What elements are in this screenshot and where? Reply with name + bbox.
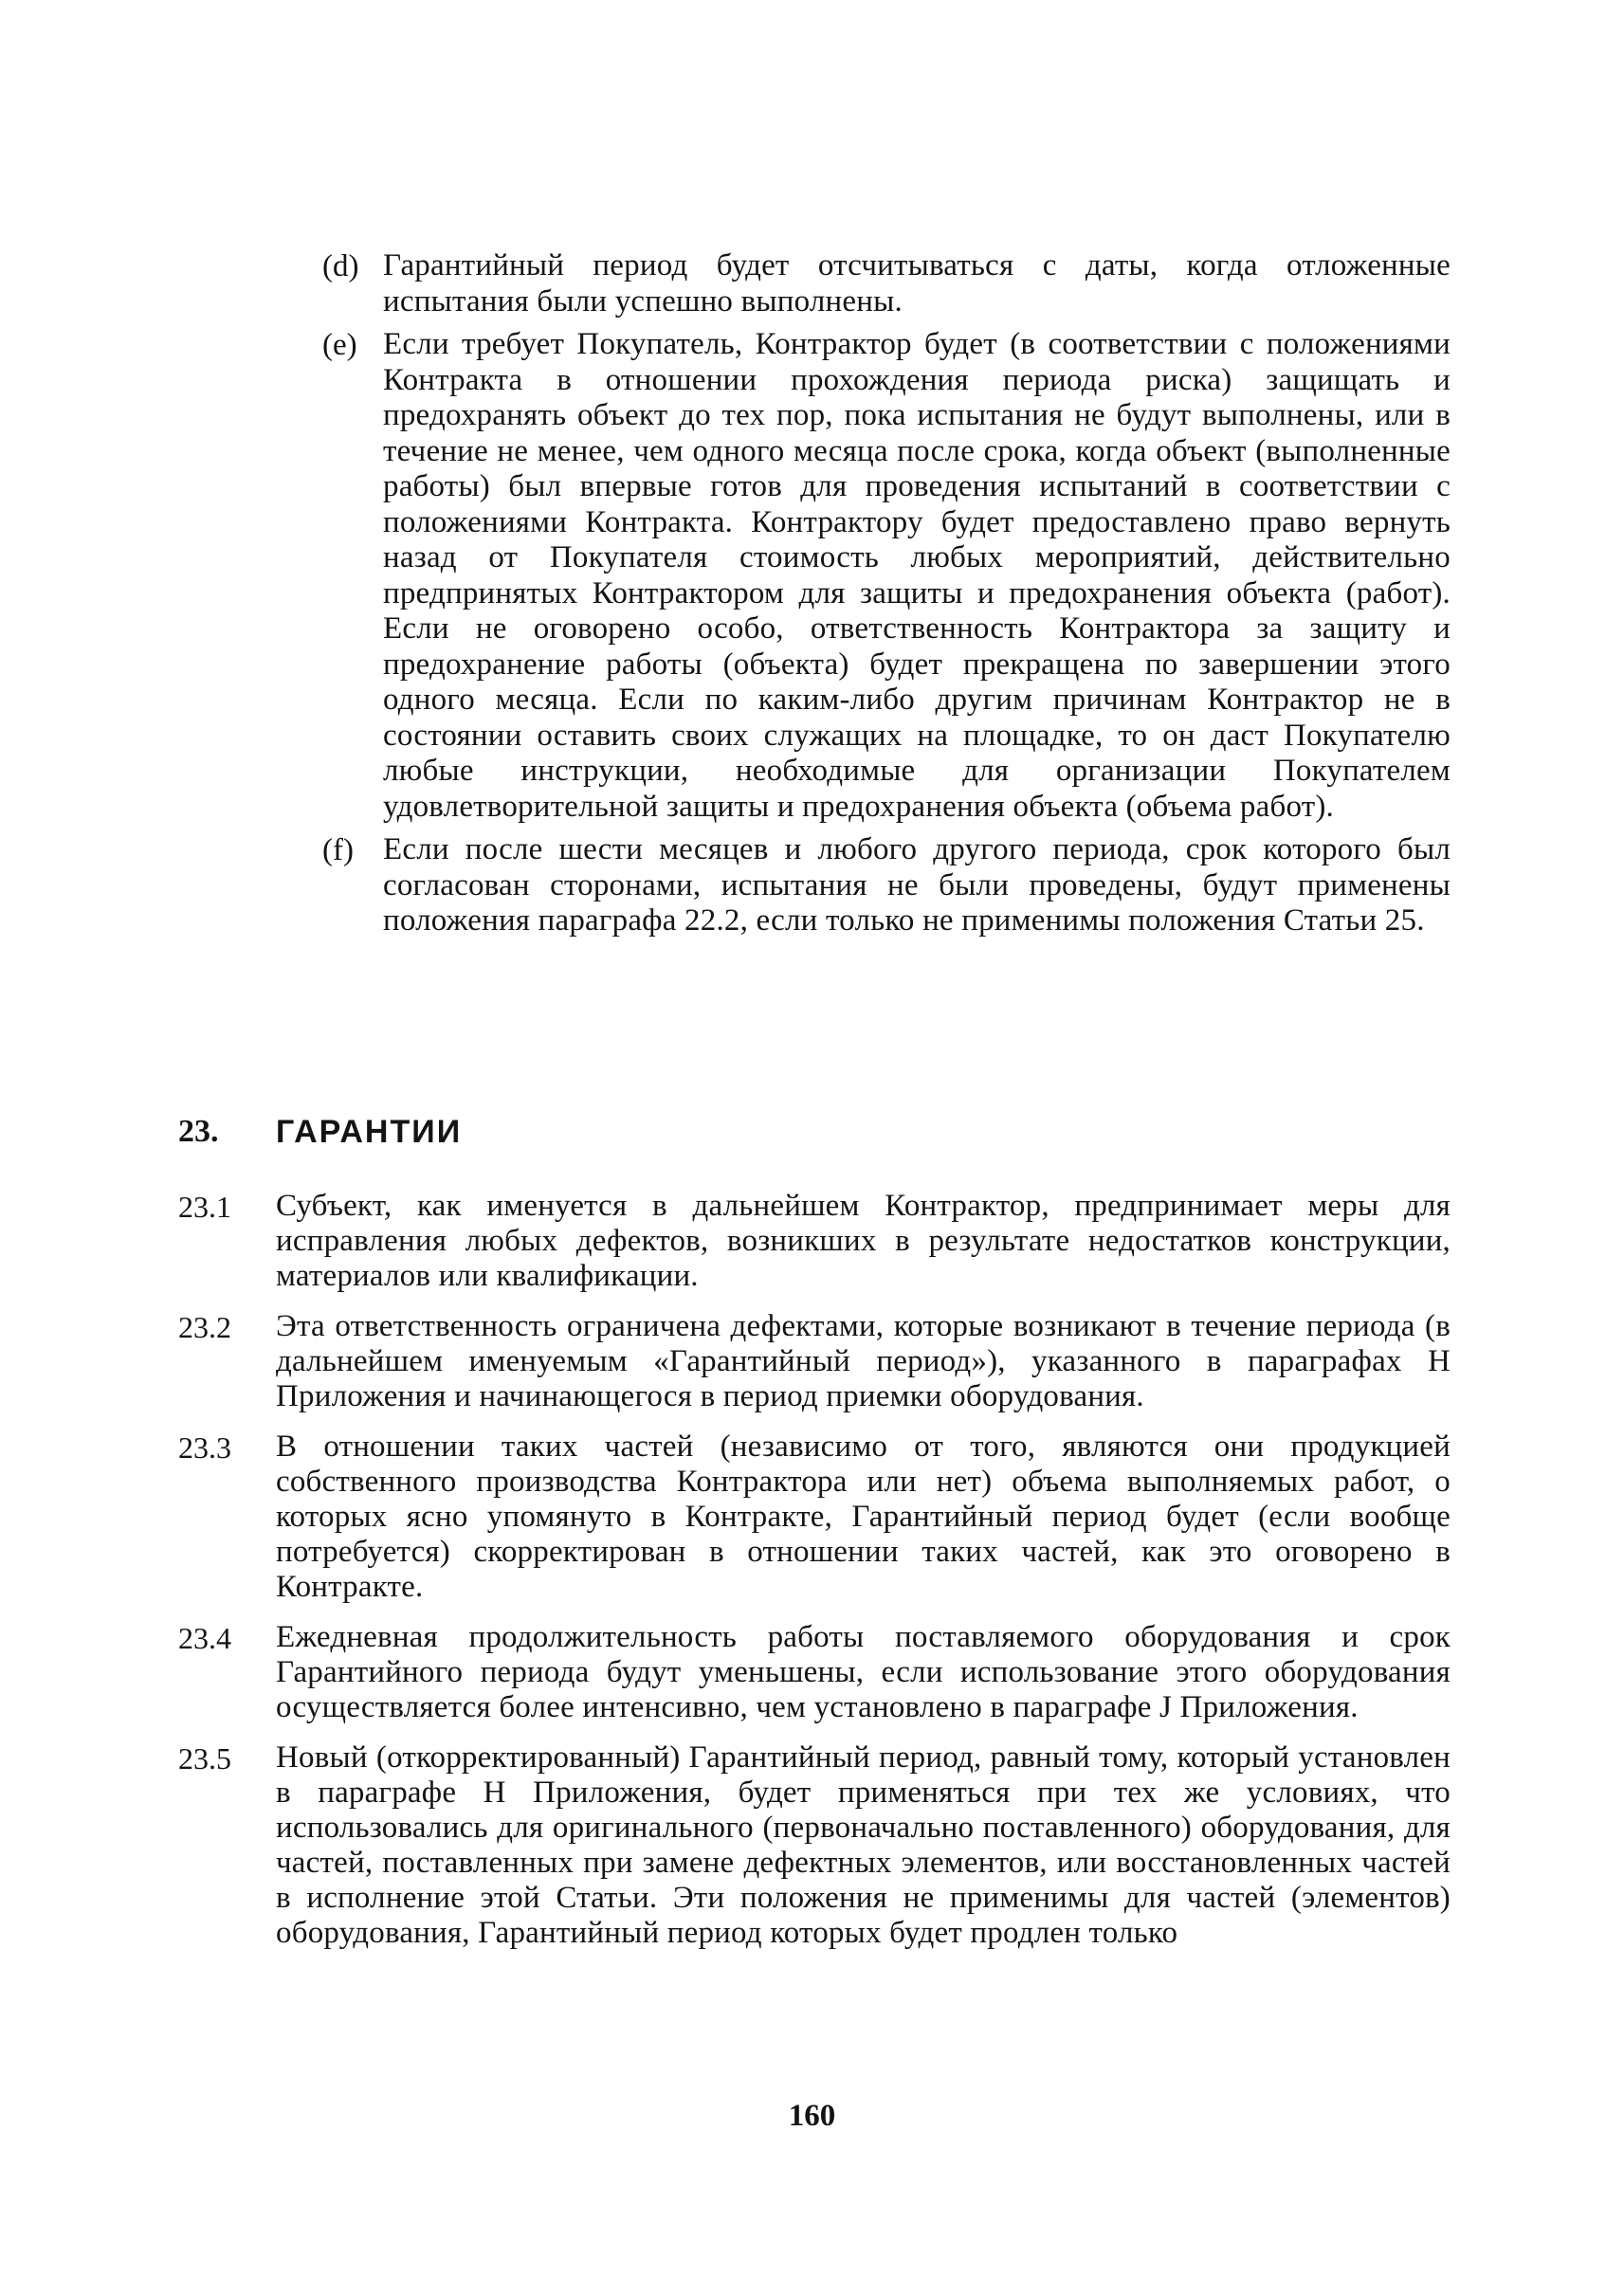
section-title: ГАРАНТИИ — [276, 1114, 463, 1150]
subclause-label: (e) — [322, 328, 357, 362]
subclause-f — [322, 832, 1451, 939]
clause-number: 23.1 — [178, 1190, 231, 1224]
clause-text: Эта ответственность ограничена дефектами, которые возникают в течение периода (в дальнейшем именуемым «Гарантийный период»), указанного в параграфах Н Приложения и начинающегося в период приемки оборудования. — [276, 1309, 1451, 1413]
clause-number: 23.2 — [178, 1310, 231, 1344]
subclause-text: Гарантийный период будет отсчитываться с даты, когда отложенные испытания были успешно выполнены. — [383, 248, 1451, 319]
clause-list — [178, 1189, 1451, 1966]
clause-23-4 — [178, 1620, 1451, 1725]
subclause-e — [322, 327, 1451, 825]
clause-23-3 — [178, 1430, 1451, 1605]
clause-23-5 — [178, 1740, 1451, 1951]
section-heading — [178, 1111, 1449, 1153]
clause-23-1 — [178, 1189, 1451, 1294]
clause-number: 23.3 — [178, 1430, 231, 1465]
subclause-d — [322, 248, 1451, 319]
section-number: 23. — [178, 1114, 219, 1149]
clause-text: Ежедневная продолжительность работы поставляемого оборудования и срок Гарантийного периода будут уменьшены, если использование этого оборудования осуществляется более интенсивно, чем установлено в параграфе J Приложения. — [276, 1620, 1451, 1724]
subclause-list — [322, 248, 1451, 947]
clause-number: 23.4 — [178, 1621, 231, 1655]
subclause-label: (d) — [322, 249, 359, 283]
subclause-text: Если требует Покупатель, Контрактор будет (в соответствии с положениями Контракта в отношении прохождения периода риска) защищать и предохранять объект до тех пор, пока испытания не будут выполнены, или в течение не менее, чем одного месяца после срока, когда объект (выполненные работы) был впервые готов для проведения испытаний в соответствии с положениями Контракта. Контрактору будет предоставлено право вернуть назад от Покупателя стоимость любых мероприятий, действительно предпринятых Контрактором для защиты и предохранения объекта (работ). Если не оговорено особо, ответственность Контрактора за защиту и предохранение работы (объекта) будет прекращена по завершении этого одного месяца. Если по каким-либо другим причинам Контрактор не в состоянии оставить своих служащих на площадке, то он даст Покупателю любые инструкции, необходимые для организации Покупателем удовлетворительной защиты и предохранения объекта (объема работ). — [383, 327, 1451, 824]
subclause-text: Если после шести месяцев и любого другого периода, срок которого был согласован сторонами, испытания не были проведены, будут применены положения параграфа 22.2, если только не применимы положения Статьи 25. — [383, 832, 1451, 938]
clause-text: В отношении таких частей (независимо от того, являются они продукцией собственного производства Контрактора или нет) объема выполняемых работ, о которых ясно упомянуто в Контракте, Гарантийный период будет (если вообще потребуется) скорректирован в отношении таких частей, как это оговорено в Контракте. — [276, 1430, 1451, 1604]
page-number: 160 — [788, 2099, 836, 2133]
clause-number: 23.5 — [178, 1741, 231, 1776]
clause-text: Субъект, как именуется в дальнейшем Контрактор, предпринимает меры для исправления любых дефектов, возникших в результате недостатков конструкции, материалов или квалификации. — [276, 1189, 1451, 1293]
clause-text: Новый (откорректированный) Гарантийный период, равный тому, который установлен в параграфе Н Приложения, будет применяться при тех же условиях, что использовались для оригинального (первоначально поставленного) оборудования, для частей, поставленных при замене дефектных элементов, или восстановленных частей в исполнение этой Статьи. Эти положения не применимы для частей (элементов) оборудования, Гарантийный период которых будет продлен только — [276, 1740, 1451, 1950]
subclause-label: (f) — [322, 833, 354, 867]
clause-23-2 — [178, 1309, 1451, 1414]
